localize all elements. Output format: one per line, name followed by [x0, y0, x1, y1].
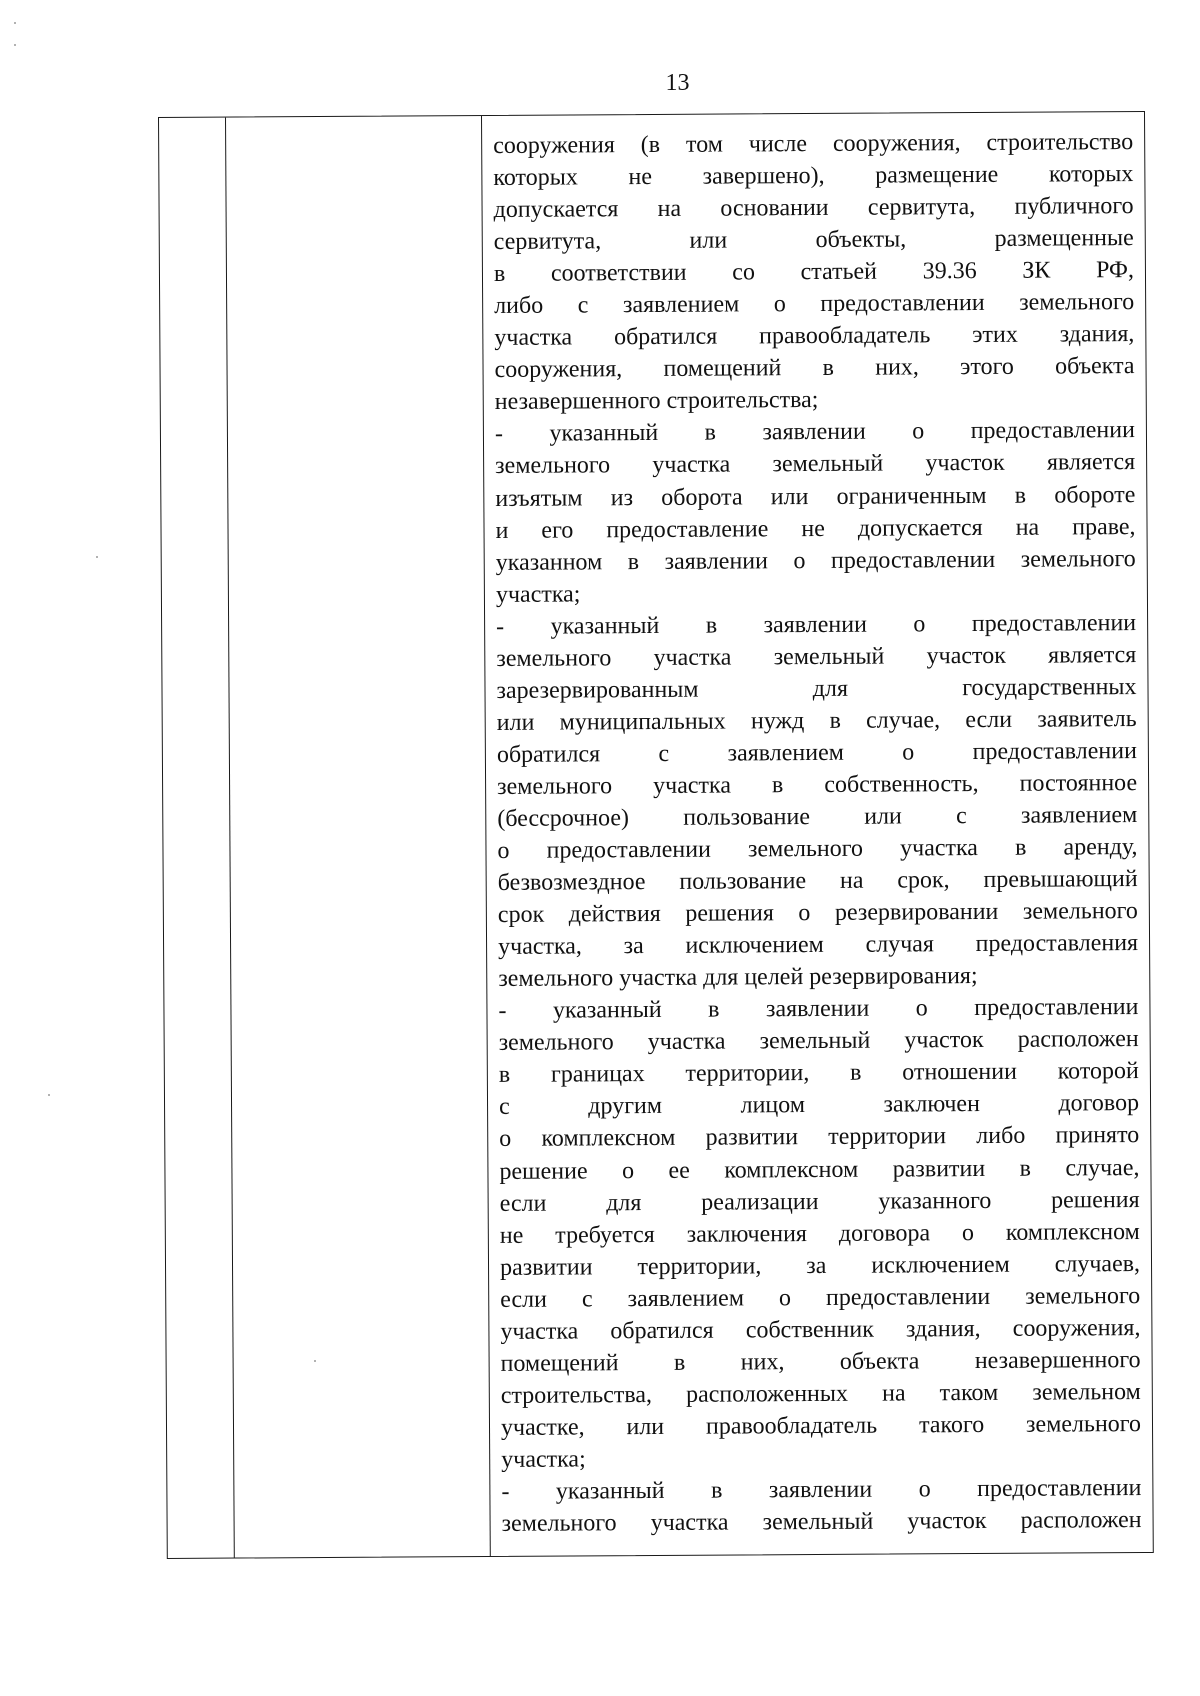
text-line: незавершенного строительства;	[494, 387, 819, 416]
text-line: безвозмездное пользование на срок, превышающий	[497, 866, 1138, 897]
column-divider-1	[225, 118, 235, 1558]
text-line: с другим лицом заключен договор	[498, 1090, 1140, 1121]
text-line: участка;	[501, 1446, 586, 1473]
text-line: срок действия решения о резервировании земельного	[497, 898, 1138, 929]
text-line: земельного участка земельный участок является	[495, 449, 1136, 480]
page-number: 13	[665, 70, 690, 96]
table-cell-text	[493, 126, 1142, 1540]
scan-speck	[48, 1094, 50, 1096]
text-line: если для реализации указанного решения	[499, 1186, 1140, 1217]
text-line: участка обратился правообладатель этих здания,	[494, 321, 1135, 352]
text-line: решение о ее комплексном развитии в случае,	[499, 1154, 1140, 1185]
text-line: - указанный в заявлении о предоставлении	[496, 609, 1137, 640]
text-line: участка, за исключением случая предоставления	[497, 930, 1139, 961]
text-line: о предоставлении земельного участка в аренду,	[497, 834, 1138, 864]
text-line: земельного участка земельный участок расположен	[498, 1026, 1139, 1057]
text-line: - указанный в заявлении о предоставлении	[494, 417, 1136, 448]
text-line: (бессрочное) пользование или с заявлением	[497, 802, 1138, 832]
text-line: не требуется заключения договора о комплексном	[499, 1218, 1140, 1249]
text-line: которых не завершено), размещение которых	[493, 161, 1134, 191]
text-line: участка обратился собственник здания, сооружения,	[500, 1314, 1141, 1345]
text-line: зарезервированным для государственных	[496, 673, 1137, 704]
text-line: участка;	[495, 581, 581, 608]
scan-speck	[14, 22, 16, 24]
text-line: сервитута, или объекты, размещенные	[493, 225, 1134, 256]
text-line: земельного участка земельный участок расположен	[501, 1507, 1142, 1537]
text-line: изъятым из оборота или ограниченным в обороте	[495, 481, 1136, 512]
scan-speck	[14, 44, 16, 46]
column-divider-2	[481, 116, 491, 1556]
text-line: сооружения, помещений в них, этого объекта	[494, 353, 1135, 384]
text-line: - указанный в заявлении о предоставлении	[498, 994, 1139, 1025]
text-line: участке, или правообладатель такого земельного	[500, 1410, 1142, 1441]
text-line: допускается на основании сервитута, публичного	[493, 193, 1134, 224]
text-line: обратился с заявлением о предоставлении	[496, 737, 1137, 768]
scan-speck	[96, 556, 98, 558]
text-line: сооружения (в том числе сооружения, строительство	[493, 129, 1134, 159]
text-line: строительства, расположенных на таком земельном	[500, 1378, 1141, 1409]
text-line: земельного участка в собственность, постоянное	[497, 769, 1138, 800]
document-table	[158, 111, 1154, 1559]
text-line: помещений в них, объекта незавершенного	[500, 1346, 1141, 1377]
scan-speck	[314, 1360, 316, 1362]
text-line: указанном в заявлении о предоставлении земельного	[495, 545, 1136, 576]
text-line: земельного участка для целей резервирования;	[498, 963, 978, 993]
text-line: земельного участка земельный участок является	[496, 641, 1137, 672]
text-line: если с заявлением о предоставлении земельного	[500, 1282, 1141, 1313]
text-line: в соответствии со статьей 39.36 ЗК РФ,	[493, 257, 1135, 288]
text-line: и его предоставление не допускается на праве,	[495, 513, 1136, 544]
text-line: либо с заявлением о предоставлении земельного	[494, 289, 1135, 320]
text-line: или муниципальных нужд в случае, если заявитель	[496, 705, 1137, 736]
text-line: в границах территории, в отношении которой	[498, 1058, 1139, 1089]
text-line: развитии территории, за исключением случаев,	[499, 1250, 1141, 1281]
text-line: о комплексном развитии территории либо принято	[499, 1122, 1140, 1153]
text-line: - указанный в заявлении о предоставлении	[501, 1474, 1142, 1505]
